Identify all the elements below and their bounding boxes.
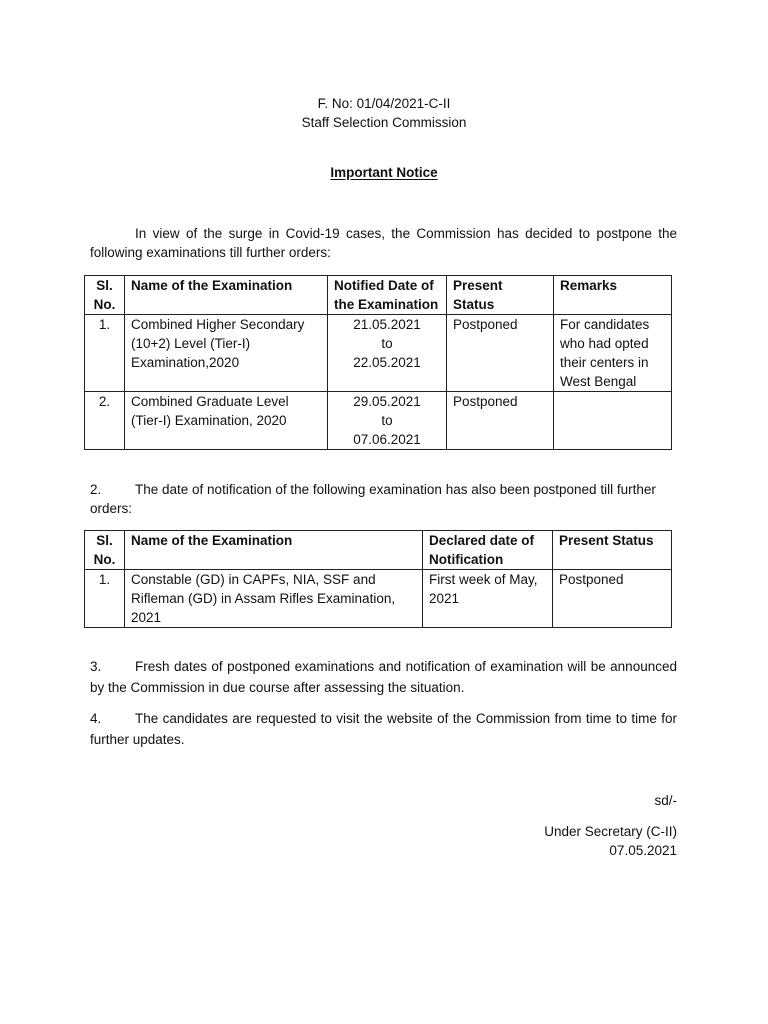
row-sl-no: 2.	[85, 392, 125, 450]
intro-paragraph: In view of the surge in Covid-19 cases, the Commission has decided to postpone the following examinations till further orders:	[90, 226, 677, 260]
organization-name: Staff Selection Commission	[301, 115, 467, 130]
row-remarks: For candidates who had opted their centers in West Bengal	[554, 315, 672, 392]
header-sl-no: Sl. No.	[85, 276, 125, 315]
table-row	[85, 315, 672, 392]
row-notified-date: 29.05.2021 to 07.06.2021	[328, 392, 447, 450]
paragraph-3: 3. Fresh dates of postponed examinations and notification of examination will be announced by the Commission in due course after assessing the situation.	[90, 659, 677, 695]
signatory-designation: Under Secretary (C-II)	[544, 824, 677, 839]
notice-title: Important Notice	[330, 165, 438, 180]
header-notified-date: Notified Date of the Examination	[328, 276, 447, 315]
row-exam-name: Constable (GD) in CAPFs, NIA, SSF and Rifleman (GD) in Assam Rifles Examination, 2021	[125, 570, 423, 628]
row-sl-no: 1.	[85, 570, 125, 628]
row-declared-date: First week of May, 2021	[423, 570, 553, 628]
header-exam-name: Name of the Examination	[125, 531, 423, 570]
notification-postponed-table	[84, 530, 672, 628]
table-header-row	[85, 276, 672, 315]
row-present-status: Postponed	[447, 392, 554, 450]
row-present-status: Postponed	[447, 315, 554, 392]
header-sl-no: Sl. No.	[85, 531, 125, 570]
file-number: F. No: 01/04/2021-C-II	[317, 96, 451, 111]
row-remarks	[554, 392, 672, 450]
row-exam-name: Combined Higher Secondary (10+2) Level (Tier-I) Examination,2020	[125, 315, 328, 392]
row-exam-name: Combined Graduate Level (Tier-I) Examination, 2020	[125, 392, 328, 450]
paragraph-4: 4. The candidates are requested to visit the website of the Commission from time to time for further updates.	[90, 711, 677, 747]
row-sl-no: 1.	[85, 315, 125, 392]
table-row	[85, 570, 672, 628]
paragraph-2: 2. The date of notification of the following examination has also been postponed till further orders:	[90, 482, 656, 516]
header-remarks: Remarks	[554, 276, 672, 315]
header-declared-date: Declared date of Notification	[423, 531, 553, 570]
row-notified-date: 21.05.2021 to 22.05.2021	[328, 315, 447, 392]
table-header-row	[85, 531, 672, 570]
row-present-status: Postponed	[553, 570, 672, 628]
header-exam-name: Name of the Examination	[125, 276, 328, 315]
signature-date: 07.05.2021	[609, 843, 677, 858]
table-row	[85, 392, 672, 450]
signature-sd: sd/-	[654, 793, 677, 808]
header-present-status: Present Status	[553, 531, 672, 570]
postponed-exams-table	[84, 275, 672, 450]
header-present-status: Present Status	[447, 276, 554, 315]
